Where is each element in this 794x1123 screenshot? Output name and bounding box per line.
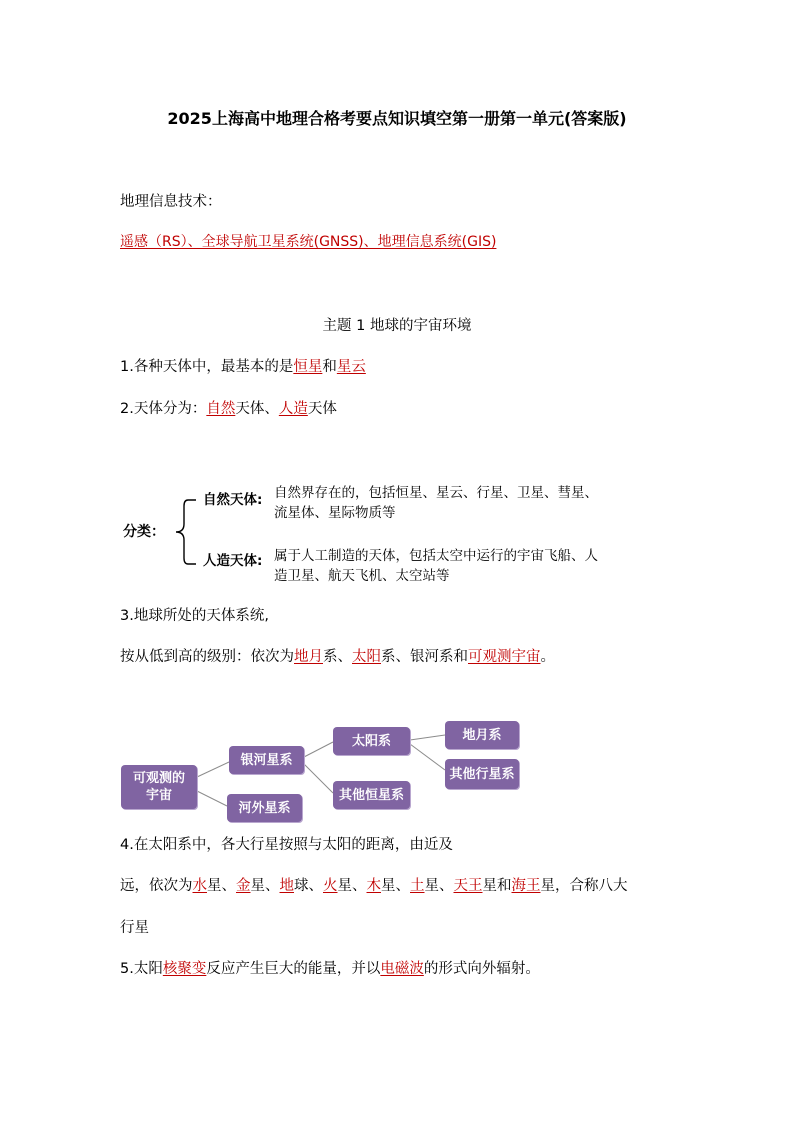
q4-sep-6: 星、 (424, 878, 454, 894)
tree-node-milky-way: 银河星系 (229, 746, 304, 774)
page-title: 2025上海高中地理合格考要点知识填空第一册第一单元(答案版) (167, 109, 627, 128)
geo-tech-label: 地理信息技术： (120, 194, 222, 210)
q4-answer-5: 木 (366, 878, 381, 894)
tree-node-solar-system: 太阳系 (333, 727, 410, 755)
tree-node-other-planetary: 其他行星系 (445, 759, 519, 789)
q4-sep-1: 星、 (207, 878, 236, 894)
q3-answer-1: 地月 (294, 649, 323, 665)
q4-answer-1: 水 (192, 878, 207, 894)
q3-sep-1: 系、 (323, 649, 352, 665)
q2-mid: 天体、 (235, 401, 279, 417)
q5-answer-2: 电磁波 (380, 961, 424, 977)
natural-label: 自然天体: (203, 492, 263, 508)
q3-answer-2: 太阳 (352, 649, 381, 665)
q4-sep-8: 星，合称八大 (540, 878, 628, 894)
q4-sep-5: 星、 (381, 878, 410, 894)
q4-answer-8: 海王 (511, 878, 541, 894)
q4-answer-2: 金 (236, 878, 251, 894)
q5-suffix: 的形式向外辐射。 (423, 961, 540, 977)
q4-sep-2: 星、 (250, 878, 280, 894)
classify-label: 分类： (123, 524, 165, 540)
question-4-line1: 4.在太阳系中，各大行星按照与太阳的距离，由近及 (120, 837, 453, 853)
q5-mid: 反应产生巨大的能量，并以 (206, 961, 381, 977)
tree-node-earth-moon: 地月系 (445, 721, 519, 749)
q1-mid: 和 (322, 359, 337, 375)
question-5 (120, 959, 540, 979)
q3-sep-2: 系、银河系和 (381, 649, 468, 665)
artificial-desc-2: 造卫星、航天飞机、太空站等 (274, 568, 450, 584)
natural-desc-2: 流星体、星际物质等 (274, 505, 396, 521)
geo-tech-answer: 遥感（RS）、全球导航卫星系统(GNSS)、地理信息系统(GIS) (120, 234, 497, 250)
q4-prefix: 远，依次为 (120, 878, 193, 894)
q2-answer-2: 人造 (278, 401, 308, 417)
q1-answer-2: 星云 (336, 359, 366, 375)
q2-prefix: 2.天体分为： (120, 401, 207, 417)
q4-answer-6: 土 (410, 878, 425, 894)
q1-prefix: 1.各种天体中，最基本的是 (120, 359, 294, 375)
q4-answer-7: 天王 (453, 878, 483, 894)
tree-node-other-star-systems: 其他恒星系 (333, 781, 410, 809)
tree-node-observable-universe: 可观测的宇宙 (121, 765, 197, 809)
question-4-line3: 行星 (120, 920, 149, 936)
q4-sep-3: 球、 (294, 878, 323, 894)
q3-sep-3: 。 (540, 649, 555, 665)
question-4-line2 (120, 876, 628, 896)
q2-suffix: 天体 (307, 401, 337, 417)
natural-desc-1: 自然界存在的，包括恒星、星云、行星、卫星、彗星、 (274, 485, 598, 501)
q5-answer-1: 核聚变 (162, 961, 207, 977)
artificial-label: 人造天体: (203, 553, 263, 569)
q5-prefix: 5.太阳 (120, 961, 163, 977)
q3-answer-3: 可观测宇宙 (468, 649, 541, 665)
q4-sep-7: 星和 (482, 878, 512, 894)
q4-answer-4: 火 (323, 878, 338, 894)
topic-heading: 主题 1 地球的宇宙环境 (322, 318, 472, 334)
q3-prefix: 按从低到高的级别：依次为 (120, 649, 294, 665)
q1-answer-1: 恒星 (293, 359, 323, 375)
question-3-line1: 3.地球所处的天体系统, (120, 608, 269, 624)
q2-answer-1: 自然 (206, 401, 236, 417)
q4-sep-4: 星、 (337, 878, 367, 894)
q4-answer-3: 地 (279, 878, 294, 894)
artificial-desc-1: 属于人工制造的天体，包括太空中运行的宇宙飞船、人 (274, 548, 598, 564)
tree-node-extragalactic: 河外星系 (227, 794, 302, 822)
